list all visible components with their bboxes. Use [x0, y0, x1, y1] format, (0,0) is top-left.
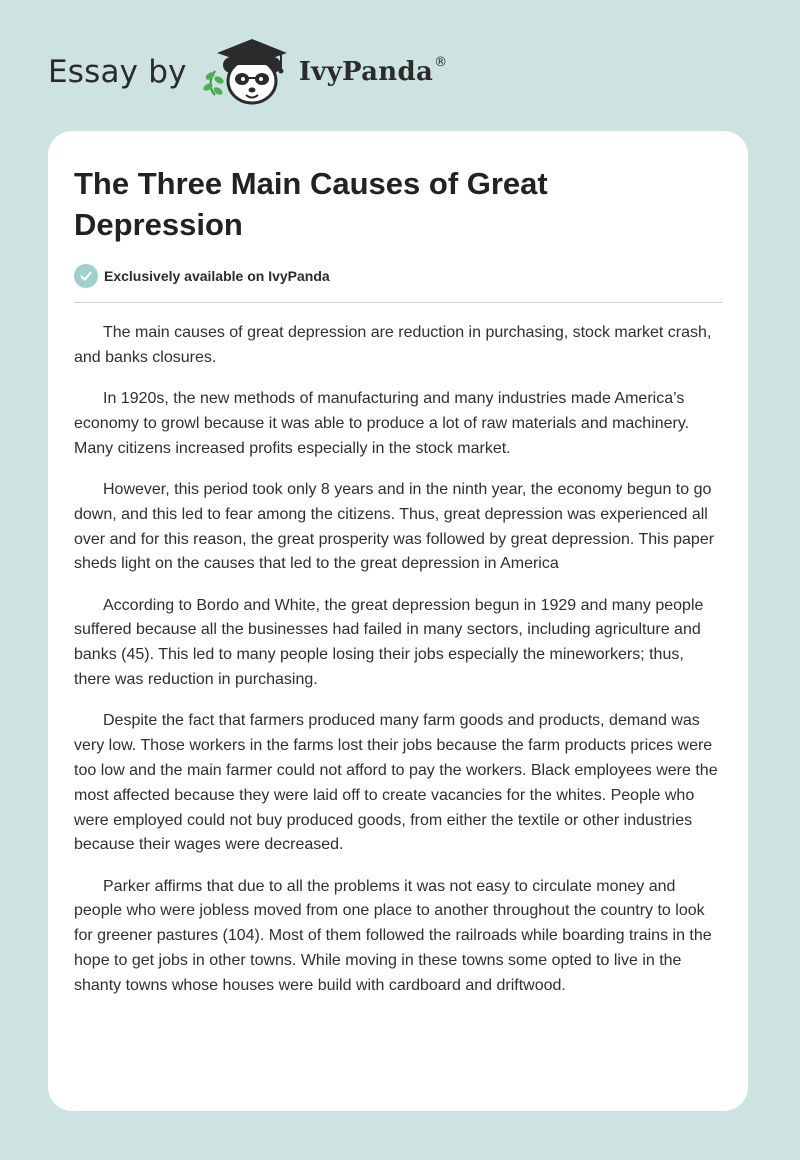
exclusive-badge: [74, 264, 330, 288]
paragraph: Parker affirms that due to all the problems it was not easy to circulate money and people who were jobless moved from one place to another throughout the country to look for greener pastures (104). Most of them followed the railroads while boarding trains in the hope to get jobs in other towns. While moving in these towns some opted to live in the shanty towns whose houses were build with cardboard and driftwood.: [74, 877, 712, 994]
exclusive-badge-label: Exclusively available on IvyPanda: [104, 268, 330, 284]
brand-prefix: Essay by: [48, 54, 187, 90]
panda-logo-icon: [201, 35, 297, 109]
brand-header[interactable]: [48, 36, 447, 108]
registered-mark: ®: [434, 54, 448, 70]
brand-name: IvyPanda: [298, 57, 434, 87]
paragraph: In 1920s, the new methods of manufacturing and many industries made America’s economy to growl because it was able to produce a lot of raw materials and machinery. Many citizens increased profits especially in the stock market.: [74, 390, 690, 457]
paragraph: However, this period took only 8 years and in the ninth year, the economy begun to go down, and this led to fear among the citizens. Thus, great depression was experienced all over and for this reason, the great prosperity was followed by great depression. This paper sheds light on the causes that led to the great depression in America: [74, 480, 715, 573]
paragraph: The main causes of great depression are reduction in purchasing, stock market crash, and banks closures.: [74, 324, 712, 366]
check-circle-icon: [74, 264, 98, 288]
title-divider: [74, 302, 722, 303]
paragraph: Despite the fact that farmers produced many farm goods and products, demand was very low. Those workers in the farms lost their jobs because the farm products prices were too low and the main farmer could not afford to pay the workers. Black employees were the most affected because they were laid off to create vacancies for the whites. People who were employed could not buy produced goods, from either the textile or other industries because their wages were decreased.: [74, 712, 718, 854]
essay-title: The Three Main Causes of Great Depression: [74, 166, 548, 242]
essay-card: [48, 131, 748, 1111]
paragraph: According to Bordo and White, the great depression begun in 1929 and many people suffered because all the businesses had failed in many sectors, including agriculture and banks (45). This led to many people losing their jobs especially the mineworkers; thus, there was reduction in purchasing.: [74, 596, 704, 689]
essay-body: [74, 321, 724, 1015]
